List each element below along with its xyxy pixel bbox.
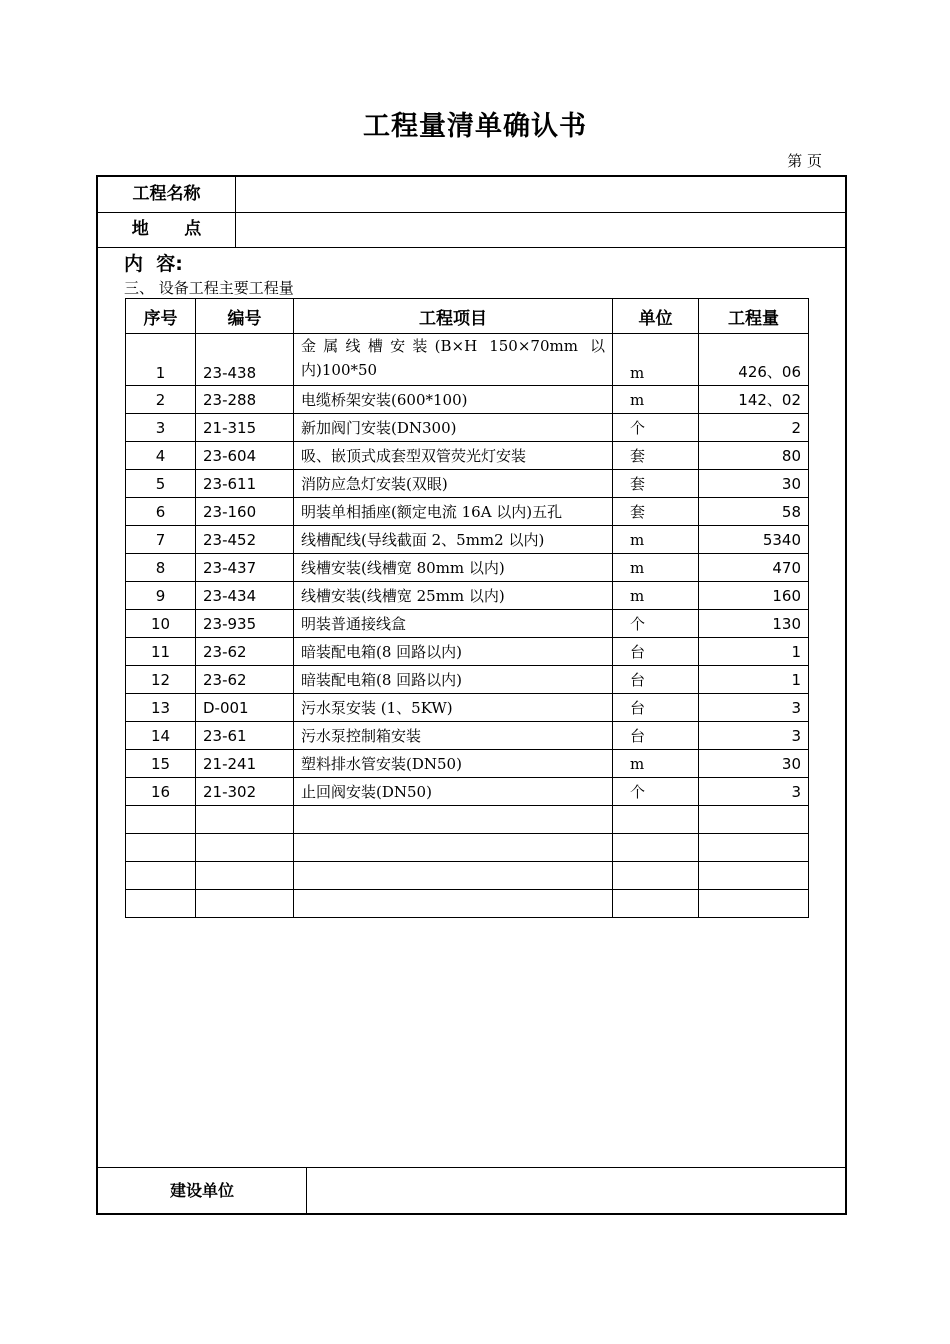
row-item: 吸、嵌顶式成套型双管荧光灯安装: [294, 442, 613, 470]
table-row: [126, 386, 809, 414]
project-name-row: [98, 177, 845, 213]
row-code: 23-62: [196, 638, 294, 666]
row-serial: [126, 834, 196, 862]
row-unit: 套: [613, 470, 699, 498]
row-unit: 套: [613, 498, 699, 526]
row-item: 线槽安装(线槽宽 80mm 以内): [294, 554, 613, 582]
project-name-field[interactable]: [236, 177, 845, 212]
project-name-label: 工程名称: [98, 177, 236, 212]
row-unit: 台: [613, 694, 699, 722]
table-row: [126, 414, 809, 442]
location-field[interactable]: [236, 212, 845, 247]
table-row: [126, 778, 809, 806]
form-frame: [96, 175, 847, 1215]
location-row: [98, 212, 845, 248]
row-quantity: [699, 834, 809, 862]
row-item: 明装单相插座(额定电流 16A 以内)五孔: [294, 498, 613, 526]
row-unit: m: [613, 526, 699, 554]
row-quantity: 1: [699, 666, 809, 694]
content-label: 内 容:: [124, 253, 183, 275]
row-item: 暗装配电箱(8 回路以内): [294, 666, 613, 694]
table-row: [126, 890, 809, 918]
row-serial: 6: [126, 498, 196, 526]
row-unit: 个: [613, 414, 699, 442]
section-heading: [124, 277, 294, 298]
row-quantity: 58: [699, 498, 809, 526]
row-quantity: [699, 862, 809, 890]
construction-unit-label: 建设单位: [98, 1168, 307, 1214]
row-item: 暗装配电箱(8 回路以内): [294, 638, 613, 666]
row-serial: 4: [126, 442, 196, 470]
row-unit: 台: [613, 722, 699, 750]
row-quantity: 130: [699, 610, 809, 638]
row-serial: 14: [126, 722, 196, 750]
row-serial: [126, 862, 196, 890]
row-code: 23-452: [196, 526, 294, 554]
row-serial: 12: [126, 666, 196, 694]
row-serial: 11: [126, 638, 196, 666]
row-quantity: 3: [699, 722, 809, 750]
construction-unit-row: [98, 1167, 845, 1214]
row-item: 电缆桥架安装(600*100): [294, 386, 613, 414]
row-item: [294, 806, 613, 834]
table-row: [126, 862, 809, 890]
row-code: 23-611: [196, 470, 294, 498]
header-item: 工程项目: [294, 299, 613, 334]
row-quantity: 5340: [699, 526, 809, 554]
row-item: [294, 890, 613, 918]
row-quantity: 3: [699, 778, 809, 806]
row-quantity: 1: [699, 638, 809, 666]
row-code: 23-288: [196, 386, 294, 414]
row-code: 21-302: [196, 778, 294, 806]
row-code: 21-241: [196, 750, 294, 778]
row-item: 明装普通接线盒: [294, 610, 613, 638]
row-item: 消防应急灯安装(双眼): [294, 470, 613, 498]
row-quantity: 160: [699, 582, 809, 610]
row-unit: m: [613, 750, 699, 778]
row-code: 23-61: [196, 722, 294, 750]
row-code: 23-434: [196, 582, 294, 610]
row-code: 23-438: [196, 334, 294, 386]
section-title: 设备工程主要工程量: [154, 279, 294, 297]
row-code: 23-160: [196, 498, 294, 526]
row-unit: m: [613, 334, 699, 386]
row-serial: 15: [126, 750, 196, 778]
row-item: 止回阀安装(DN50): [294, 778, 613, 806]
row-serial: 9: [126, 582, 196, 610]
row-quantity: [699, 890, 809, 918]
row-code: [196, 834, 294, 862]
row-unit: 个: [613, 778, 699, 806]
row-item: 新加阀门安装(DN300): [294, 414, 613, 442]
row-item: 线槽配线(导线截面 2、5mm2 以内): [294, 526, 613, 554]
table-row: [126, 554, 809, 582]
header-code: 编号: [196, 299, 294, 334]
row-serial: 3: [126, 414, 196, 442]
table-row: [126, 750, 809, 778]
row-code: [196, 806, 294, 834]
row-serial: 10: [126, 610, 196, 638]
row-quantity: 142、02: [699, 386, 809, 414]
row-serial: 8: [126, 554, 196, 582]
row-serial: 16: [126, 778, 196, 806]
row-unit: [613, 806, 699, 834]
row-quantity: 426、06: [699, 334, 809, 386]
table-header-row: [126, 299, 809, 334]
row-item: 污水泵安装 (1、5KW): [294, 694, 613, 722]
row-quantity: 470: [699, 554, 809, 582]
table-row: [126, 526, 809, 554]
row-quantity: 30: [699, 470, 809, 498]
row-item: 污水泵控制箱安装: [294, 722, 613, 750]
table-row: [126, 638, 809, 666]
row-code: 23-62: [196, 666, 294, 694]
location-label: 地 点: [98, 212, 236, 247]
table-row: [126, 442, 809, 470]
row-serial: [126, 890, 196, 918]
row-unit: m: [613, 582, 699, 610]
row-code: 23-604: [196, 442, 294, 470]
row-serial: [126, 806, 196, 834]
row-code: 23-437: [196, 554, 294, 582]
table-row: [126, 334, 809, 386]
section-number: 三、: [124, 279, 155, 297]
row-unit: m: [613, 386, 699, 414]
row-code: [196, 890, 294, 918]
row-unit: 个: [613, 610, 699, 638]
row-unit: 台: [613, 666, 699, 694]
row-item: 塑料排水管安装(DN50): [294, 750, 613, 778]
row-quantity: 2: [699, 414, 809, 442]
quantity-table: [125, 298, 809, 918]
table-row: [126, 470, 809, 498]
row-item: [294, 834, 613, 862]
row-code: 23-935: [196, 610, 294, 638]
row-item: 线槽安装(线槽宽 25mm 以内): [294, 582, 613, 610]
table-row: [126, 722, 809, 750]
page-number-label: 第 页: [787, 152, 822, 170]
row-serial: 5: [126, 470, 196, 498]
row-code: 21-315: [196, 414, 294, 442]
table-row: [126, 806, 809, 834]
header-serial: 序号: [126, 299, 196, 334]
row-quantity: 80: [699, 442, 809, 470]
construction-unit-field[interactable]: [307, 1168, 845, 1214]
row-unit: m: [613, 554, 699, 582]
row-item: 金属线槽安装(B×H 150×70mm 以内)100*50: [294, 334, 613, 386]
row-serial: 2: [126, 386, 196, 414]
row-code: [196, 862, 294, 890]
header-unit: 单位: [613, 299, 699, 334]
row-item: [294, 862, 613, 890]
row-quantity: 3: [699, 694, 809, 722]
row-unit: 台: [613, 638, 699, 666]
row-quantity: [699, 806, 809, 834]
table-row: [126, 694, 809, 722]
table-row: [126, 582, 809, 610]
document-title: 工程量清单确认书: [363, 111, 587, 142]
table-row: [126, 610, 809, 638]
row-serial: 7: [126, 526, 196, 554]
table-row: [126, 666, 809, 694]
row-serial: 1: [126, 334, 196, 386]
row-serial: 13: [126, 694, 196, 722]
row-quantity: 30: [699, 750, 809, 778]
table-row: [126, 498, 809, 526]
row-unit: [613, 890, 699, 918]
row-unit: [613, 862, 699, 890]
row-code: D-001: [196, 694, 294, 722]
table-row: [126, 834, 809, 862]
row-unit: 套: [613, 442, 699, 470]
row-unit: [613, 834, 699, 862]
header-quantity: 工程量: [699, 299, 809, 334]
